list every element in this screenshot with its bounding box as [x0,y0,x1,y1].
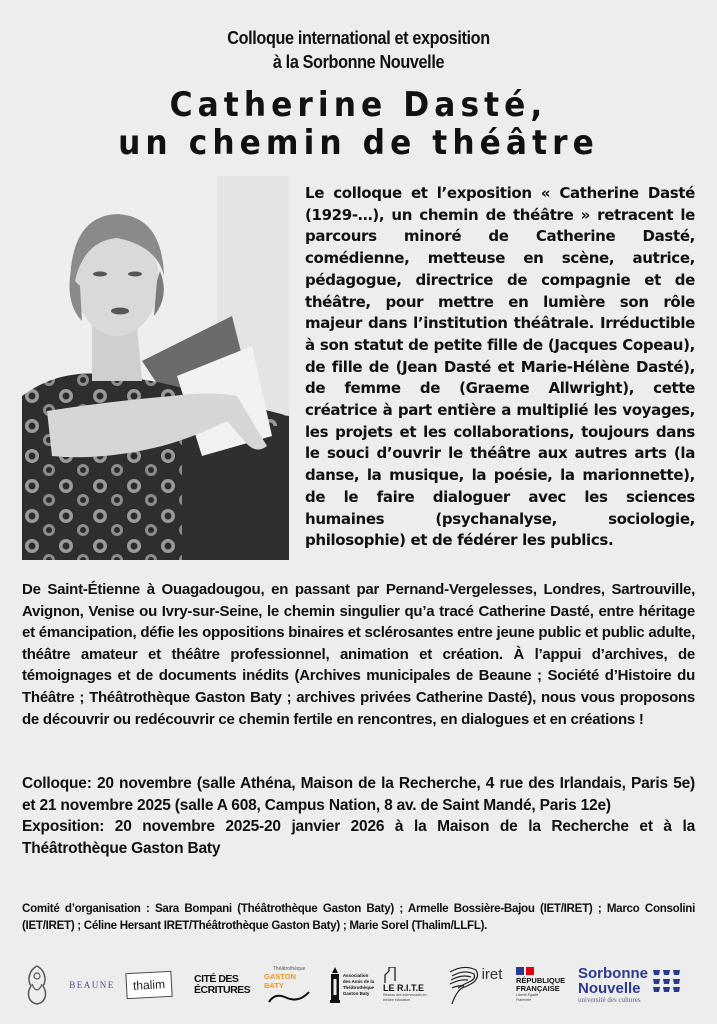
rite-sub-text: Réseau des intervenants en théâtre éducation [383,993,427,1002]
sorbonne-line-1: Sorbonne [578,965,648,982]
body-paragraph: De Saint-Étienne à Ouagadougou, en passant par Pernand-Vergelesses, Londres, Sartrouville, Avignon, Venise ou Ivry-sur-Seine, le chemin singulier qu’a tracé Catherine Dasté, entre héritage et émancipation, défie les oppositions binaires et sclérosantes entre jeune public et public adulte, théâtre amateur et théâtre professionnel, animation et création. À l’appui d’archives, de témoignages et de documents inédits (Archives municipales de Beaune ; Société d’Histoire du Théâtre ; Théâtrothèque Gaston Baty ; archives privées Catherine Dasté), nous vous proposons de découvrir ou redécouvrir ce chemin fertile en rencontres, en dialogues et en créations ! [22,581,695,728]
amis-line-2: des Amis de la [342,979,375,984]
iret-logo-text: iret [481,966,503,983]
sorbonne-nouvelle-logo [578,960,708,1010]
thalim-logo [124,960,174,1010]
column-icon [330,967,340,1003]
subtitle-line-1: Colloque international et exposition [227,28,490,48]
title-line-2: un chemin de théâtre [118,123,599,163]
thalim-logo-text: thalim [125,971,172,999]
fingerprint-icon [446,964,480,1006]
beaune-logo-text: BEAUNE [69,980,115,990]
beaune-logo [68,960,116,1010]
iret-logo [443,960,505,1010]
gaston-big-text: GASTON BATY [264,972,296,990]
sorbonne-marks-icon [653,968,683,994]
page-title [29,86,689,162]
rf-line-1: RÉPUBLIQUE [516,976,566,985]
amis-line-1: Association [342,973,369,978]
cite-line-1: CITÉ DES [194,973,239,985]
beaune-crest-logo [22,960,52,1010]
le-rite-logo [383,960,437,1010]
rf-motto: Liberté Égalité Fraternité [516,993,539,1002]
portrait-photo-icon [22,176,289,560]
colloque-info: Colloque: 20 novembre (salle Athéna, Maison de la Recherche, 4 rue des Irlandais, Paris 5e) et 21 novembre 2025 (salle A 608, Campus Nation, 8 av. de Saint Mandé, Paris 12e) [22,775,695,814]
partner-logos [0,960,717,1015]
gaston-small-text: Théâtrothèque [272,966,306,972]
rite-logo-text: LE R.I.T.E [383,983,425,993]
marianne-flag-icon [516,967,534,975]
amis-line-3: Théâtrothèque [342,985,375,990]
amis-line-4: Gaston Baty [342,991,370,996]
portrait-photo [22,176,289,560]
cite-line-2: ÉCRITURES [194,984,251,996]
organizing-committee: Comité d’organisation : Sara Bompani (Théâtrothèque Gaston Baty) ; Armelle Bossière-Bajou (IET/IRET) ; Marco Consolini (IET/IRET) ; Céline Hersant IRET/Théâtrothèque Gaston Baty) ; Marie Sorel (Thalim/LLFL). [22,902,695,932]
cite-des-ecritures-logo [194,960,256,1010]
sorbonne-line-2: Nouvelle [578,980,641,997]
association-amis-logo [326,960,378,1010]
rite-outline-icon [383,967,397,983]
subtitle-line-2: à la Sorbonne Nouvelle [272,52,445,72]
crest-icon [23,962,51,1008]
swoosh-icon [267,990,311,1004]
title-line-1: Catherine Dasté, [169,85,548,125]
intro-paragraph: Le colloque et l’exposition « Catherine Dasté (1929-…), un chemin de théâtre » retracent le parcours minoré de Catherine Dasté, comédienne, metteuse en scène, autrice, pédagogue, directrice de compagnie et de théâtre, pour mettre en lumière son rôle majeur dans l’institution théâtrale. Irréductible à son statut de petite fille de (Jacques Copeau), de fille de (Jean Dasté et Marie-Hélène Dasté), de femme de (Graeme Allwright), cette créatrice à part entière a multiplié les voyages, les projets et les collaborations, toujours dans le souci d’ouvrir le théâtre aux autres arts (la danse, la musique, la poésie, la marionnette), de le faire dialoguer avec les sciences humaines (psychanalyse, sociologie, philosophie) et de fédérer les publics. [305,184,695,550]
republique-francaise-logo [516,960,568,1010]
event-subtitle [36,26,681,74]
exposition-info: Exposition: 20 novembre 2025-20 janvier 2026 à la Maison de la Recherche et à la Théâtrothèque Gaston Baty [22,818,695,857]
event-info [22,773,695,859]
rf-line-2: FRANÇAISE [516,984,560,993]
theatrotheque-gaston-baty-logo [264,960,314,1010]
sorbonne-sub-text: université des cultures [578,996,641,1004]
